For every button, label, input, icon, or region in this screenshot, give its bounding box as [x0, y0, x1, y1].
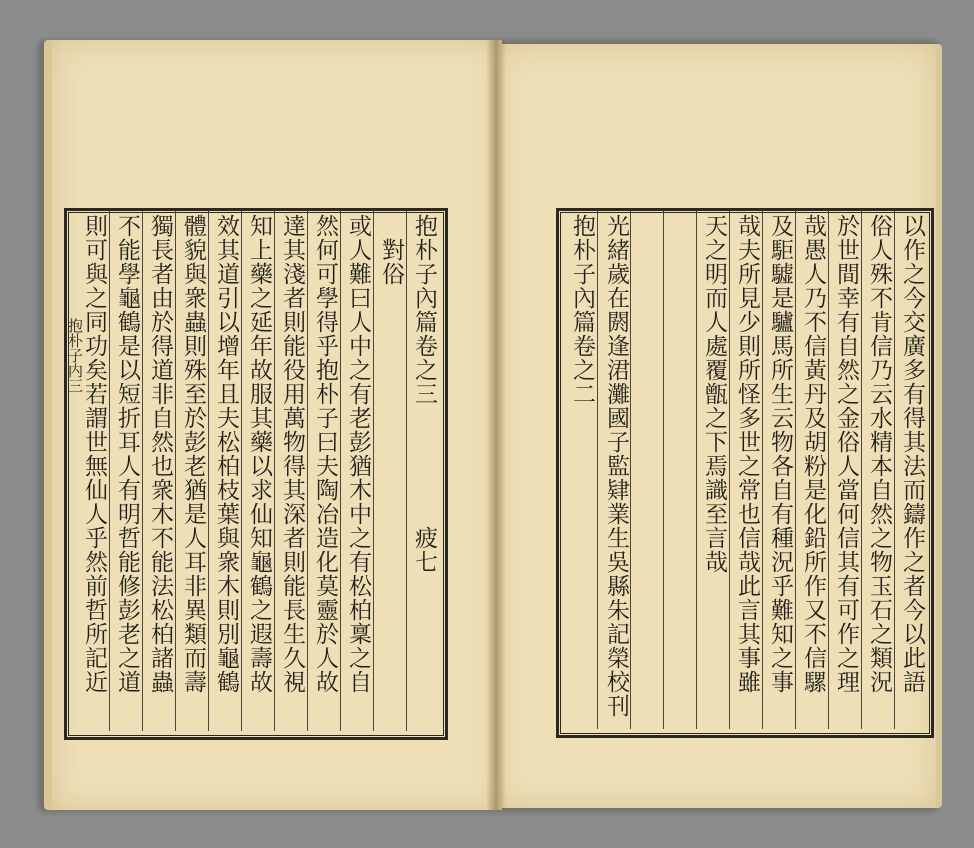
- text-column: 以作之今交廣多有得其法而鑄作之者今以此語: [899, 214, 925, 694]
- text-column: 天之明而人處覆甑之下焉識至言哉: [701, 214, 727, 574]
- text-column: 及駏驉是驢馬所生云物各自有種況乎難知之事: [767, 214, 793, 694]
- text-column: 效其道引以增年且夫松柏枝葉與衆木則別龜鶴: [213, 214, 239, 694]
- text-column: 抱朴子內篇卷之三 疲七: [411, 214, 437, 574]
- volume-title-column: 抱朴子內篇卷之二: [569, 214, 595, 406]
- text-column: 對俗: [378, 214, 404, 286]
- text-column: 哉夫所見少則所怪多世之常也信哉此言其事雖: [734, 214, 760, 694]
- text-column: 然何可學得乎抱朴子曰夫陶冶造化莫靈於人故: [312, 214, 338, 694]
- text-column: 不能學龜鶴是以短折耳人有明哲能修彭老之道: [114, 214, 140, 694]
- text-column: 則可與之同功矣若謂世無仙人乎然前哲所記近: [81, 214, 107, 694]
- text-column: 俗人殊不肯信乃云水精本自然之物玉石之類況: [866, 214, 892, 694]
- column-rule: [696, 211, 697, 729]
- column-rule: [406, 211, 407, 731]
- column-rule: [663, 211, 664, 729]
- book-gutter: [486, 40, 506, 810]
- text-column: 達其淺者則能役用萬物得其深者則能長生久視: [279, 214, 305, 694]
- text-column: 獨長者由於得道非自然也衆木不能法松柏諸蟲: [147, 214, 173, 694]
- text-column: 體貌與衆蟲則殊至於彭老猶是人耳非異類而壽: [180, 214, 206, 694]
- text-column: 或人難曰人中之有老彭猶木中之有松柏稟之自: [345, 214, 371, 694]
- colophon-column: 光緒歲在閼逢涒灘國子監肄業生吳縣朱記榮校刊: [603, 214, 629, 718]
- fold-label: 抱朴子内三: [66, 318, 84, 393]
- text-column: 知上藥之延年故服其藥以求仙知龜鶴之遐壽故: [246, 214, 272, 694]
- text-column: 哉愚人乃不信黃丹及胡粉是化鉛所作又不信騾: [800, 214, 826, 694]
- text-column: 於世間幸有自然之金俗人當何信其有可作之理: [833, 214, 859, 694]
